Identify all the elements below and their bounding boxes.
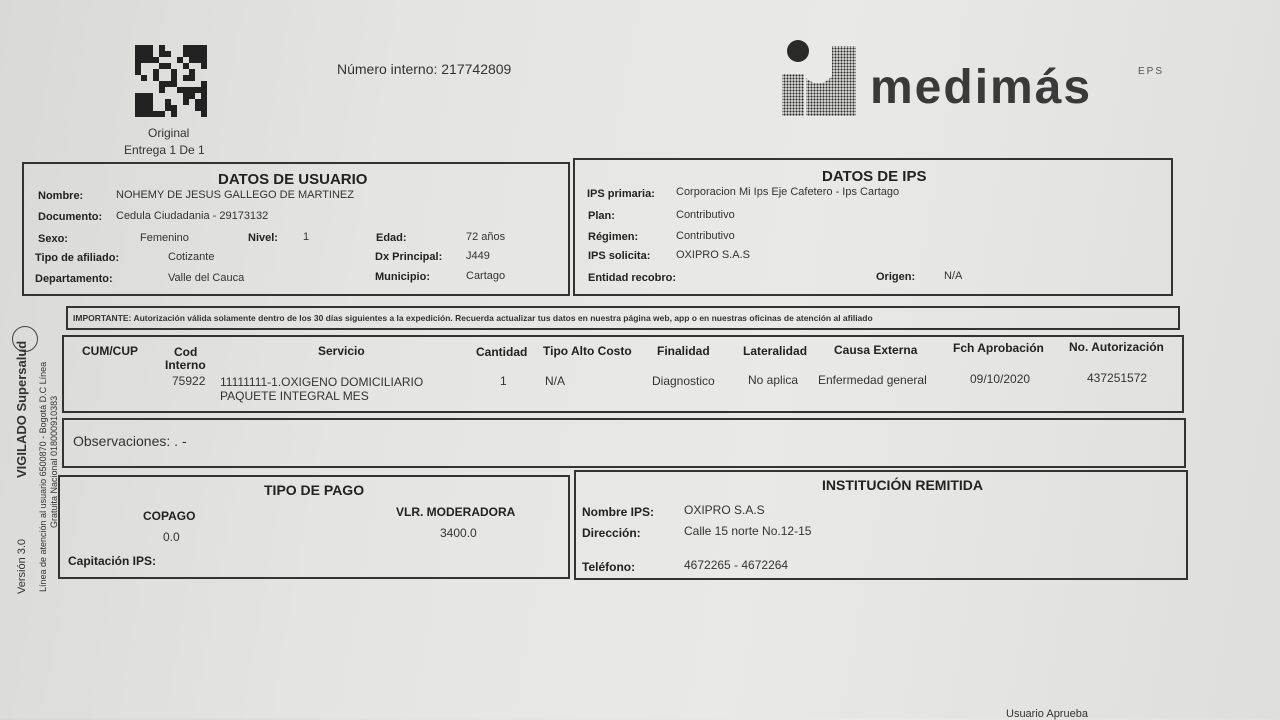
row-cantidad: 1 — [500, 374, 507, 388]
row-servicio-line1: 11111111-1.OXIGENO DOMICILIARIO — [220, 375, 424, 389]
ips-solicita-label: IPS solicita: — [588, 250, 651, 262]
direccion-value: Calle 15 norte No.12-15 — [684, 524, 812, 538]
tipo-pago-title: TIPO DE PAGO — [264, 482, 365, 498]
regimen-label: Régimen: — [588, 231, 639, 243]
col-cantidad: Cantidad — [476, 345, 528, 359]
row-finalidad: Diagnostico — [652, 374, 715, 388]
ips-primaria-value: Corporacion Mi Ips Eje Cafetero - Ips Cartago — [676, 186, 900, 198]
observaciones-box — [62, 418, 1186, 468]
institucion-title: INSTITUCIÓN REMITIDA — [822, 477, 983, 493]
sexo-value: Femenino — [140, 232, 189, 244]
datos-usuario-title: DATOS DE USUARIO — [218, 171, 368, 188]
documento-label: Documento: — [38, 211, 103, 223]
departamento-label: Departamento: — [35, 273, 113, 285]
row-servicio-line2: PAQUETE INTEGRAL MES — [220, 389, 369, 403]
col-no-autorizacion: No. Autorización — [1069, 340, 1164, 354]
usuario-aprueba: Usuario Aprueba — [1006, 708, 1088, 720]
copago-label: COPAGO — [143, 509, 196, 523]
row-no-autorizacion: 437251572 — [1087, 371, 1148, 385]
version-label: Versión 3.0 — [16, 538, 28, 594]
vigilado-supersalud: VIGILADO Supersalud — [14, 340, 29, 478]
origen-label: Origen: — [876, 271, 916, 283]
origen-value: N/A — [944, 270, 963, 282]
col-interno: Interno — [165, 358, 206, 372]
col-finalidad: Finalidad — [657, 344, 710, 358]
col-lateralidad: Lateralidad — [743, 344, 808, 358]
original-label: Original — [148, 126, 190, 140]
numero-interno: Número interno: 217742809 — [337, 61, 512, 77]
dx-label: Dx Principal: — [375, 251, 443, 263]
sexo-label: Sexo: — [38, 233, 68, 245]
direccion-label: Dirección: — [582, 526, 641, 540]
plan-label: Plan: — [588, 210, 615, 222]
row-lateralidad: No aplica — [748, 373, 799, 387]
tipo-afiliado-label: Tipo de afiliado: — [35, 252, 120, 264]
departamento-value: Valle del Cauca — [168, 272, 245, 284]
col-causa-externa: Causa Externa — [834, 343, 918, 357]
col-cod: Cod — [174, 345, 198, 359]
row-causa-externa: Enfermedad general — [818, 373, 927, 387]
regimen-value: Contributivo — [676, 230, 735, 242]
logo-eps: EPS — [1138, 66, 1165, 77]
datos-ips-title: DATOS DE IPS — [822, 168, 927, 185]
col-fch-aprobacion: Fch Aprobación — [953, 341, 1044, 355]
nivel-label: Nivel: — [248, 232, 278, 244]
documento-value: Cedula Ciudadania - 29173132 — [116, 210, 269, 222]
tipo-afiliado-value: Cotizante — [168, 251, 215, 263]
col-cum-cup: CUM/CUP — [82, 344, 138, 358]
medimas-logo — [780, 38, 1180, 118]
ips-solicita-value: OXIPRO S.A.S — [676, 249, 750, 261]
logo-text: medimás — [870, 61, 1093, 114]
observaciones-text: Observaciones: . - — [73, 433, 187, 449]
capitacion-ips-label: Capitación IPS: — [68, 554, 157, 568]
logo-mark-icon — [780, 38, 860, 118]
row-tipo-alto-costo: N/A — [545, 374, 566, 388]
linea-atencion-1: Línea de atención al usuario 6500870 - Bogotá D.C Línea — [38, 361, 48, 592]
edad-label: Edad: — [376, 232, 407, 244]
municipio-label: Municipio: — [375, 271, 430, 283]
dx-value: J449 — [466, 250, 490, 262]
entrega-label: Entrega 1 De 1 — [124, 143, 205, 157]
qr-code — [135, 45, 207, 117]
nivel-value: 1 — [303, 231, 310, 243]
edad-value: 72 años — [466, 231, 506, 243]
vlr-moderadora-value: 3400.0 — [440, 526, 477, 540]
telefono-value: 4672265 - 4672264 — [684, 558, 789, 572]
municipio-value: Cartago — [466, 270, 506, 282]
row-fch-aprobacion: 09/10/2020 — [970, 372, 1031, 386]
ips-primaria-label: IPS primaria: — [587, 188, 655, 200]
entidad-recobro-label: Entidad recobro: — [588, 272, 677, 284]
telefono-label: Teléfono: — [582, 560, 636, 574]
vlr-moderadora-label: VLR. MODERADORA — [396, 505, 516, 519]
col-servicio: Servicio — [318, 344, 365, 358]
copago-value: 0.0 — [163, 530, 180, 544]
nombre-value: NOHEMY DE JESUS GALLEGO DE MARTINEZ — [116, 189, 354, 201]
row-cod-interno: 75922 — [172, 374, 206, 388]
col-tipo-alto-costo: Tipo Alto Costo — [543, 344, 632, 358]
importante-text: IMPORTANTE: Autorización válida solamente dentro de los 30 días siguientes a la expedición. Recuerda actualizar tus datos en nuestra página web, app o en nuestras oficinas de atención al afiliado — [73, 313, 873, 323]
nombre-ips-value: OXIPRO S.A.S — [684, 503, 765, 517]
plan-value: Contributivo — [676, 209, 735, 221]
linea-atencion-2: Gratuita Nacional 018000910383 — [49, 395, 59, 528]
nombre-ips-label: Nombre IPS: — [582, 505, 655, 519]
nombre-label: Nombre: — [38, 190, 84, 202]
